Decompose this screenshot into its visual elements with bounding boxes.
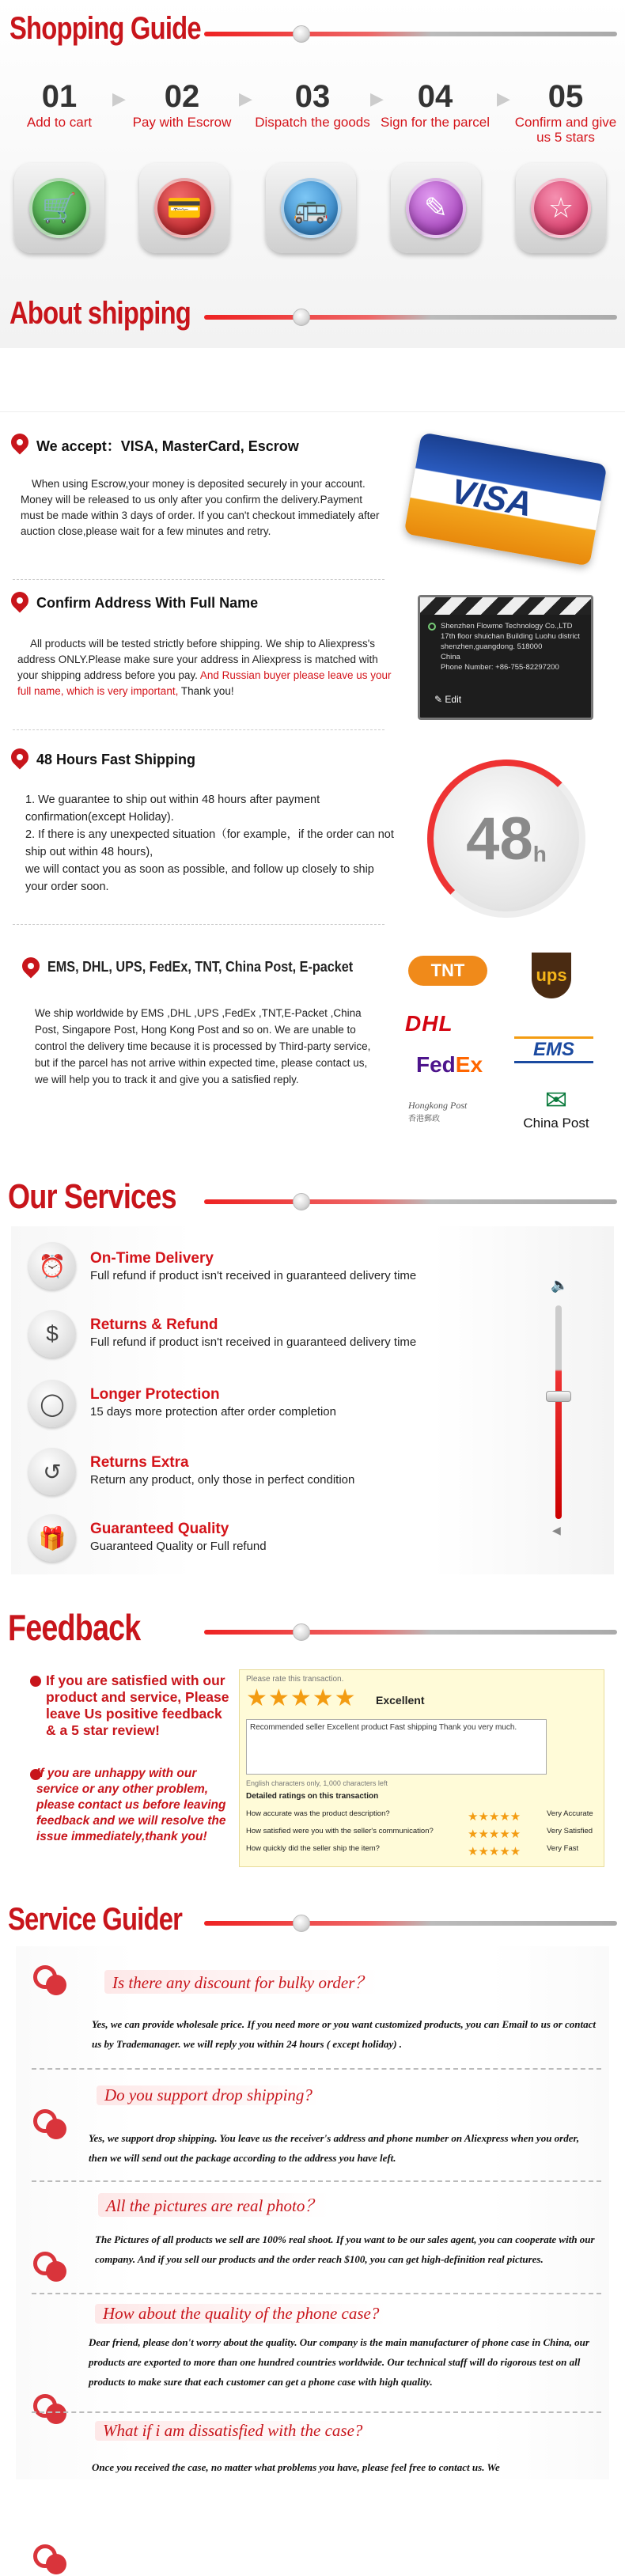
service-title: On-Time Delivery	[90, 1250, 214, 1267]
detailed-question: How quickly did the seller ship the item?	[246, 1844, 380, 1853]
service-guider-title: Service Guider	[8, 1902, 183, 1937]
feedback-divider	[204, 1630, 617, 1635]
service-item	[90, 1454, 533, 1487]
divider	[32, 2068, 601, 2070]
money-bag-icon: $	[28, 1310, 76, 1358]
service-title: Guaranteed Quality	[90, 1521, 229, 1537]
faq-question: What if i am dissatisfied with the case?	[95, 2421, 370, 2441]
detailed-answer: Very Fast	[547, 1844, 579, 1853]
location-pin-icon	[30, 1676, 41, 1687]
service-desc: Full refund if product isn't received in guaranteed delivery time	[90, 1269, 417, 1282]
service-desc: Guaranteed Quality or Full refund	[90, 1540, 267, 1553]
detailed-stars[interactable]: ★★★★★	[468, 1810, 521, 1824]
star-rating[interactable]	[246, 1684, 357, 1712]
star-icon[interactable]: ★	[312, 1685, 335, 1711]
shopping-guide-title: Shopping Guide	[9, 11, 201, 46]
chat-bubble-icon	[33, 2109, 70, 2141]
chat-bubble-icon	[33, 2252, 70, 2283]
step-5-icon-tile	[516, 163, 606, 253]
detailed-row	[246, 1827, 594, 1841]
step-arrow-icon: ▶	[497, 89, 510, 108]
step-number: 04	[417, 79, 453, 114]
48h-badge	[427, 760, 585, 918]
fast-line-3: we will contact you as soon as possible, and follow up closely to ship your order soon.	[25, 863, 374, 893]
cart-icon: 🛒	[29, 178, 89, 238]
feedback-title: Feedback	[8, 1607, 141, 1648]
fast-shipping-text	[25, 791, 397, 896]
address-text-main: All products will be tested strictly before shipping. We ship to Aliexpress's address ONLY.Please make sure your address in Aliexpress is matched with your shipping address before you pay.	[17, 638, 378, 681]
ems-logo: EMS	[514, 1036, 593, 1063]
star-icon[interactable]: ★	[290, 1685, 312, 1711]
rating-form-panel	[239, 1669, 604, 1867]
carriers-title: EMS, DHL, UPS, FedEx, TNT, China Post, E-packet	[47, 959, 354, 975]
detailed-ratings-title: Detailed ratings on this transaction	[246, 1792, 379, 1801]
address-line: Phone Number: +86-755-82297200	[441, 663, 559, 672]
ups-text: ups	[536, 965, 567, 985]
fedex-logo	[416, 1052, 483, 1078]
step-2-icon-tile	[139, 163, 229, 253]
services-divider	[204, 1199, 617, 1204]
detailed-stars[interactable]: ★★★★★	[468, 1845, 521, 1858]
visa-logo: VISA	[448, 472, 536, 525]
step-arrow-icon: ▶	[239, 89, 252, 108]
accept-text: When using Escrow,your money is deposited securely in your account. Money will be released to us only after you confirm the delivery.Payment must be made within 3 days of order. If you can't checkout immediately after auction close,please wait for a few minutes and retry.	[21, 478, 380, 537]
address-text-russian: And Russian buyer please leave us your full name, which is very important,	[17, 669, 392, 697]
gift-icon: 🎁	[28, 1514, 76, 1562]
step-label: Sign for the parcel	[381, 115, 490, 130]
faq-answer: Dear friend, please don't worry about the quality. Our company is the main manufacturer of phone case in China, our products are exported to more than one hundred countries worldwide. Our technical staff will do rigorous test on all products to make sure that each customer can get a phone case with high quality.	[89, 2336, 589, 2388]
feedback-unhappy-text: If you are unhappy with our service or any other problem, please contact us before leaving feedback and we will resolve the issue immediately,thank you!	[36, 1767, 226, 1843]
service-desc: Full refund if product isn't received in guaranteed delivery time	[90, 1335, 417, 1349]
service-item	[90, 1521, 533, 1553]
step-label: Add to cart	[26, 115, 93, 130]
faq-answer: Yes, we can provide wholesale price. If you need more or you want customized products, you can Email to us or contact us by Trademanager. we will reply you within 24 hours ( except holiday) .	[92, 2018, 596, 2050]
step-1	[8, 79, 111, 130]
address-card-image	[418, 595, 593, 720]
card-radio-icon	[428, 623, 436, 631]
bus-icon: 🚌	[281, 178, 341, 238]
step-3-icon-tile	[266, 163, 356, 253]
faq-answer: The Pictures of all products we sell are 100% real shoot. If you want to be our sales agent, you can cooperate with our company. And if you sell our products and the order reach $100, you can get high-definition real pictures.	[95, 2233, 595, 2265]
faq-question: Is there any discount for bulky order？	[104, 1970, 379, 1994]
services-divider-knob	[293, 1193, 310, 1210]
pencil-icon: ✎	[406, 178, 466, 238]
volume-icon: 🔈	[551, 1277, 569, 1293]
48h-number: 48	[466, 805, 533, 873]
shopping-guide-divider-knob	[293, 25, 310, 43]
hongkong-post-logo	[408, 1100, 495, 1123]
star-icon: ☆	[531, 178, 591, 238]
address-text-thanks: Thank you!	[178, 685, 234, 697]
comment-textarea[interactable]	[246, 1719, 547, 1775]
services-title: Our Services	[8, 1177, 176, 1216]
china-post-logo	[521, 1085, 592, 1131]
star-icon[interactable]: ★	[246, 1685, 268, 1711]
fast-shipping-title: 48 Hours Fast Shipping	[36, 752, 196, 767]
address-title: Confirm Address With Full Name	[36, 595, 259, 611]
about-shipping-divider-knob	[293, 309, 310, 326]
step-arrow-icon: ▶	[112, 89, 126, 108]
step-2	[127, 79, 237, 130]
address-line: 17th floor shuichan Building Luohu district shenzhen,guangdong. 518000	[441, 632, 580, 651]
service-desc: Return any product, only those in perfect condition	[90, 1473, 355, 1487]
chat-bubble-icon	[33, 2394, 70, 2426]
service-desc: 15 days more protection after order completion	[90, 1405, 336, 1419]
faq-question: All the pictures are real photo？	[98, 2193, 329, 2217]
star-icon[interactable]: ★	[334, 1685, 357, 1711]
comment-text: Recommended seller Excellent product Fast shipping Thank you very much.	[250, 1723, 517, 1732]
shopping-guide-divider	[204, 32, 617, 36]
star-icon[interactable]: ★	[267, 1685, 290, 1711]
fast-line-2: 2. If there is any unexpected situation（for example，if the order can not ship out within 48 hours),	[25, 828, 394, 858]
step-number: 01	[41, 79, 78, 114]
rate-label: Please rate this transaction.	[246, 1675, 344, 1684]
tnt-logo	[408, 956, 487, 986]
fast-line-1: 1. We guarantee to ship out within 48 hours after payment confirmation(except Holiday).	[25, 794, 320, 824]
volume-slider-track[interactable]	[555, 1305, 562, 1519]
divider	[13, 924, 384, 925]
48h-suffix: h	[532, 842, 547, 866]
service-title: Longer Protection	[90, 1386, 220, 1403]
address-card-lines	[441, 621, 588, 672]
divider	[32, 2411, 601, 2413]
faq-answer: Once you received the case, no matter what problems you have, please feel free to contact us. We	[92, 2461, 500, 2473]
step-arrow-icon: ▶	[370, 89, 384, 108]
address-text	[17, 636, 397, 699]
service-item	[90, 1250, 533, 1282]
service-item	[90, 1316, 533, 1349]
service-guider-divider-knob	[293, 1915, 310, 1932]
step-number: 05	[547, 79, 584, 114]
chars-left-text: English characters only, 1,000 characters left	[246, 1779, 388, 1787]
feedback-divider-knob	[293, 1623, 310, 1641]
address-line: China	[441, 653, 460, 661]
divider	[32, 2293, 601, 2294]
rating-word: Excellent	[376, 1694, 425, 1707]
volume-slider-thumb[interactable]	[546, 1391, 571, 1402]
volume-mute-icon: ◀	[552, 1524, 561, 1536]
about-shipping-title: About shipping	[9, 296, 191, 331]
clock-icon: ⏰	[28, 1242, 76, 1290]
accept-title: We accept：VISA, MasterCard, Escrow	[36, 438, 299, 454]
china-post-text: China Post	[523, 1116, 589, 1131]
divider	[32, 2180, 601, 2182]
detailed-row	[246, 1809, 594, 1824]
detailed-question: How satisfied were you with the seller's communication?	[246, 1827, 434, 1835]
credit-card-icon: 💳	[154, 178, 214, 238]
edit-button[interactable]: ✎ Edit	[434, 694, 462, 705]
faq-question: Do you support drop shipping?	[97, 2085, 320, 2105]
return-icon: ↺	[28, 1448, 76, 1495]
dhl-logo: DHL	[405, 1011, 453, 1036]
feedback-satisfied-text: If you are satisfied with our product and service, Please leave Us positive feedback & a 5 star review!	[46, 1673, 229, 1738]
step-number: 03	[294, 79, 331, 114]
step-label: Dispatch the goods	[255, 115, 370, 130]
step-4	[380, 79, 491, 130]
step-1-icon-tile	[14, 163, 104, 253]
step-number: 02	[164, 79, 200, 114]
shield-icon: ◯	[28, 1380, 76, 1427]
service-item	[90, 1386, 533, 1419]
service-title: Returns & Refund	[90, 1316, 218, 1333]
fedex-ex: Ex	[455, 1052, 483, 1077]
hongkong-post-chinese: 香港郵政	[408, 1115, 440, 1123]
service-guider-divider	[204, 1921, 617, 1926]
china-post-emblem-icon: ✉	[544, 1085, 568, 1116]
chat-bubble-icon	[33, 2544, 70, 2576]
chat-bubble-icon	[33, 1965, 70, 1997]
tnt-text: TNT	[430, 960, 465, 980]
step-5	[510, 79, 621, 145]
hongkong-post-text: Hongkong Post	[408, 1100, 468, 1111]
divider	[13, 729, 384, 730]
detailed-question: How accurate was the product description?	[246, 1809, 390, 1818]
step-3	[249, 79, 376, 130]
address-line: Shenzhen Flowme Technology Co.,LTD	[441, 622, 573, 631]
service-title: Returns Extra	[90, 1454, 189, 1471]
step-4-icon-tile	[391, 163, 481, 253]
carriers-text: We ship worldwide by EMS ,DHL ,UPS ,FedEx ,TNT,E-Packet ,China Post, Singapore Post, Hong Kong Post and so on. We are unable to control the delivery time because it is processed by Third-party service, but if the parcel has not arrive within expected time, please contact us, we will help you to track it and give you a satisfied reply.	[35, 1007, 371, 1085]
fedex-fed: Fed	[416, 1052, 456, 1077]
detailed-stars[interactable]: ★★★★★	[468, 1828, 521, 1841]
detailed-answer: Very Accurate	[547, 1809, 593, 1818]
divider	[13, 579, 384, 580]
detailed-row	[246, 1844, 594, 1858]
about-shipping-divider	[204, 315, 617, 320]
step-label: Pay with Escrow	[132, 115, 232, 130]
faq-answer: Yes, we support drop shipping. You leave us the receiver's address and phone number on Aliexpress when you order, then we will send out the package according to the address you have left.	[89, 2132, 580, 2164]
step-label: Confirm and give us 5 stars	[514, 115, 617, 145]
ups-logo	[532, 953, 571, 998]
detailed-answer: Very Satisfied	[547, 1827, 593, 1835]
faq-question: How about the quality of the phone case?	[95, 2304, 387, 2324]
edit-label: Edit	[445, 694, 462, 705]
clapper-stripes	[420, 597, 591, 615]
